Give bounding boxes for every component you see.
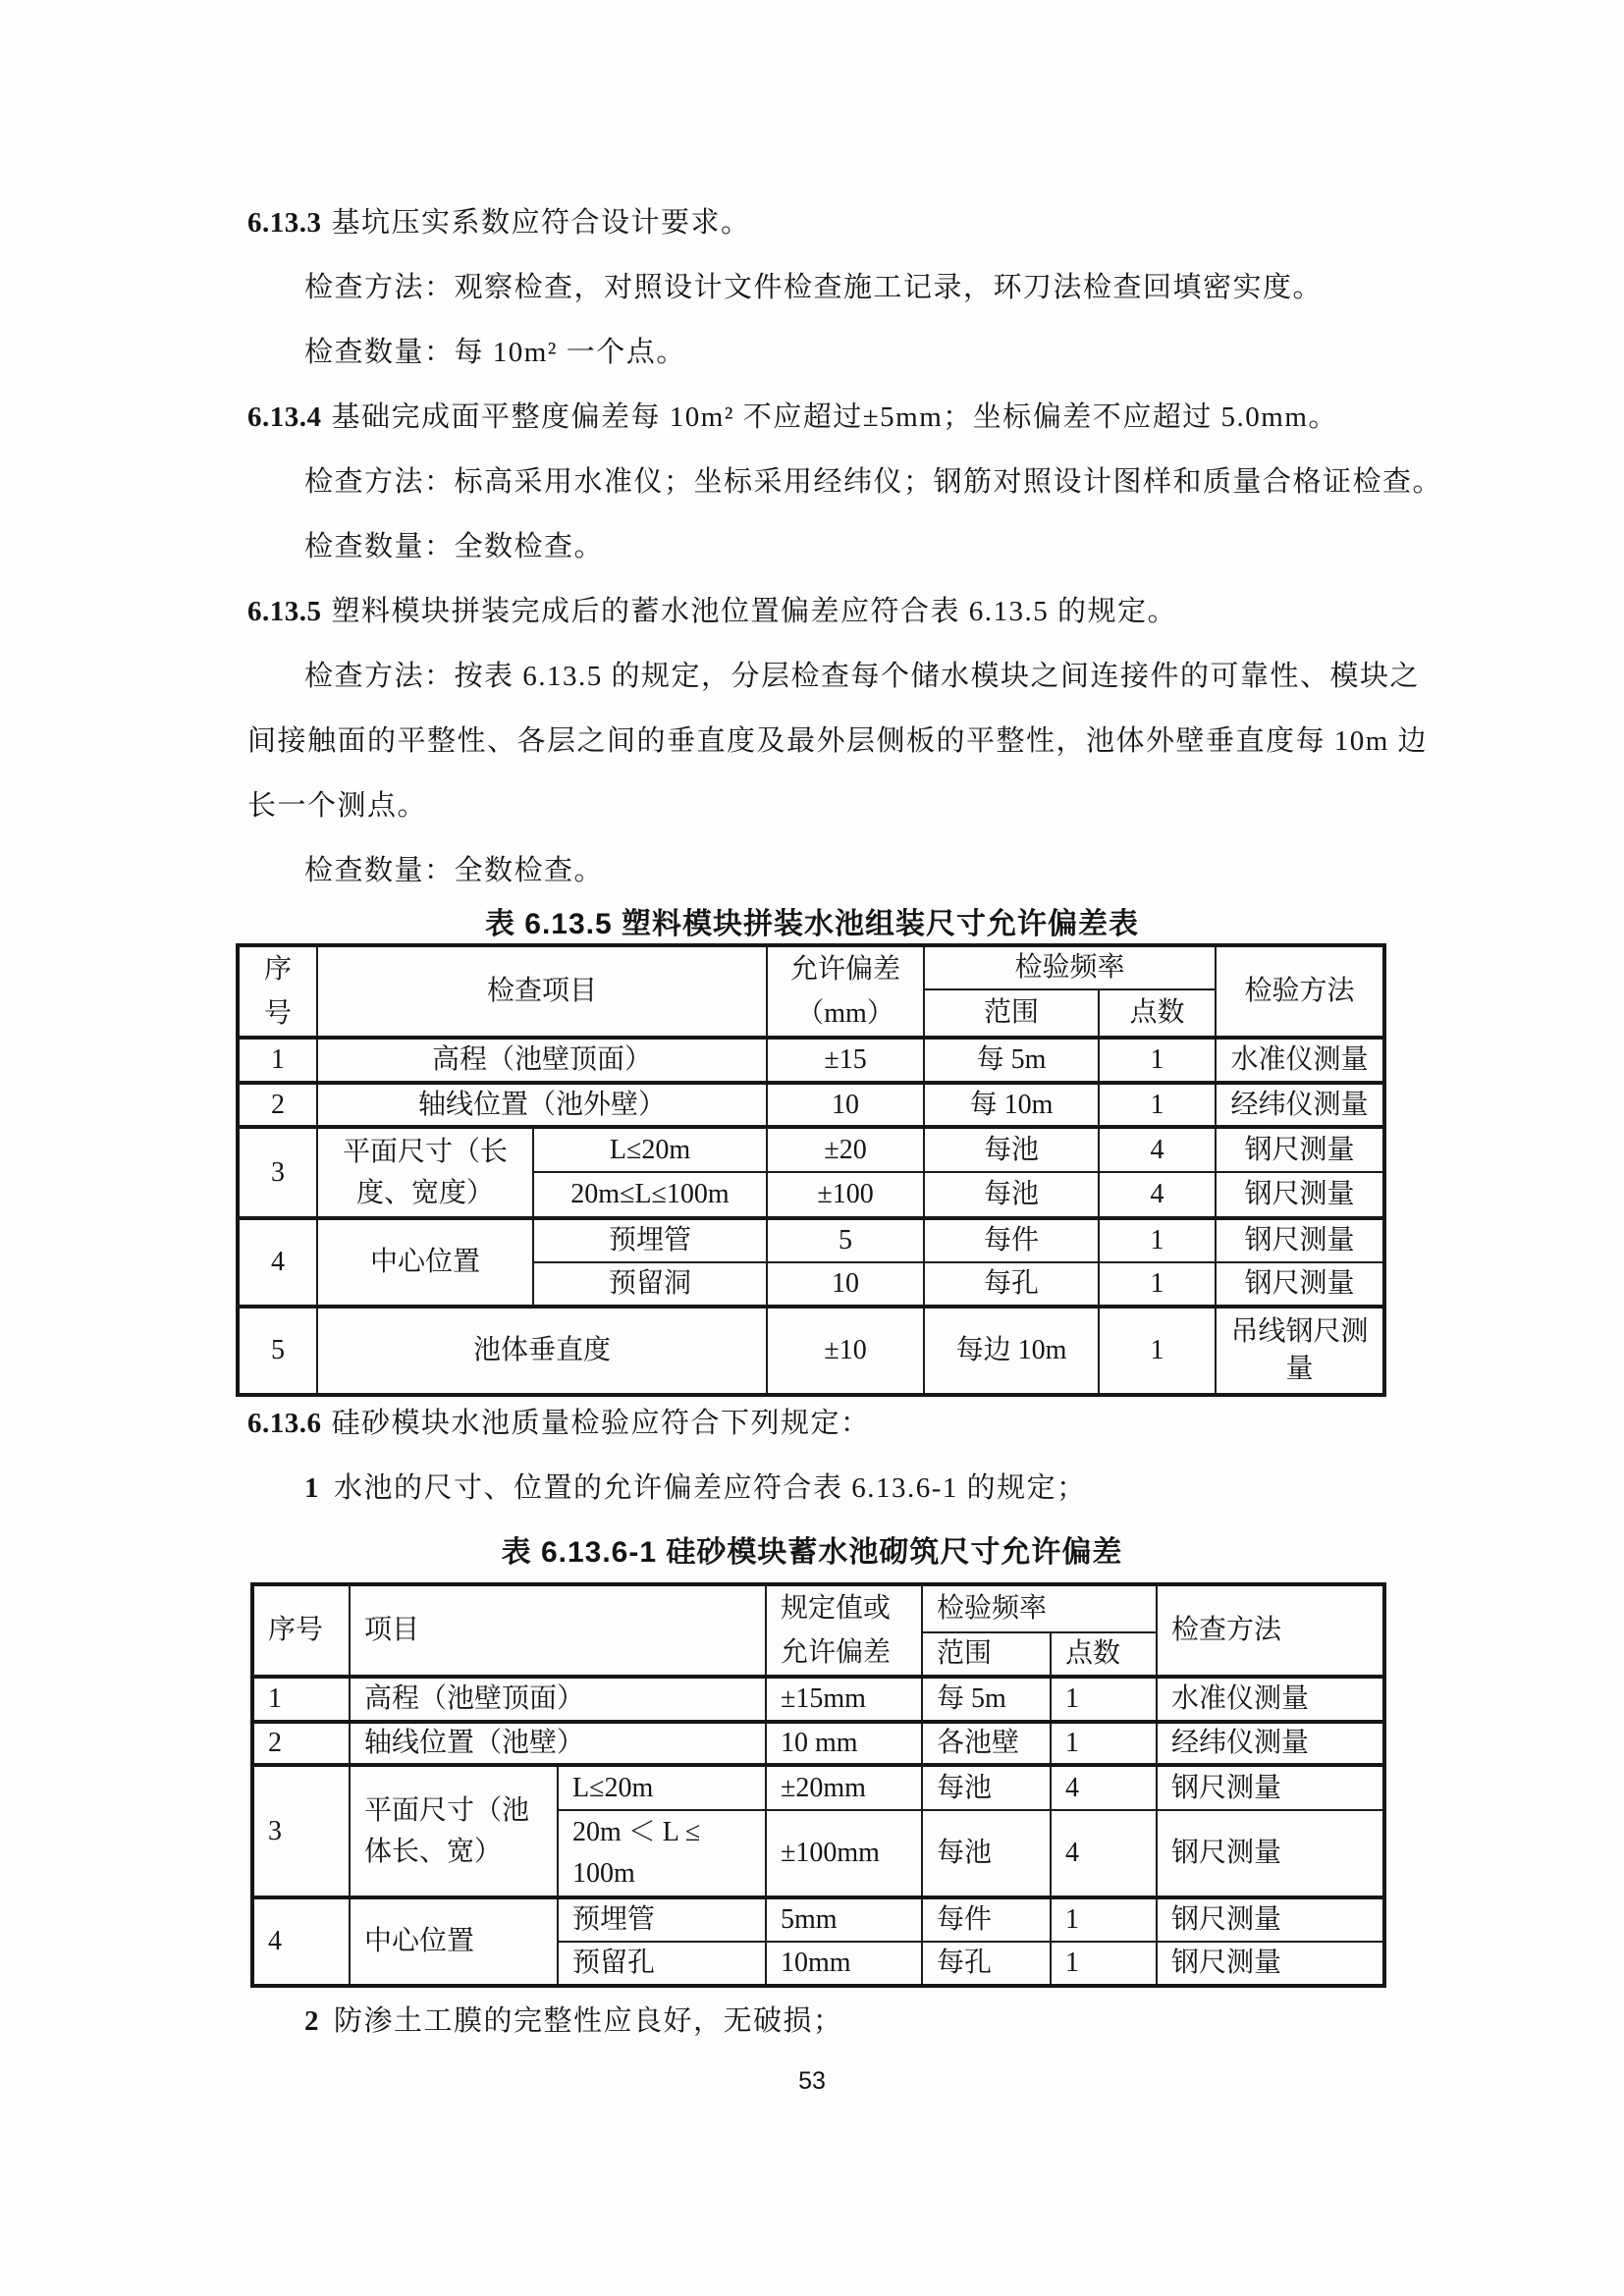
header-range: 范围 [924,989,1099,1038]
section-heading-6-13-3 [247,190,1386,255]
header-frequency: 检验频率 [922,1584,1157,1632]
paragraph-check-quantity: 检查数量：全数检查。 [304,531,605,562]
cell-points: 1 [1051,1897,1157,1942]
header-method: 检验方法 [1216,945,1384,1038]
cell-range: 每孔 [922,1942,1051,1986]
cell-seq: 2 [238,1083,317,1127]
section-number: 6.13.5 [247,596,322,627]
cell-seq: 5 [238,1307,317,1395]
cell-deviation: 10 mm [766,1722,922,1765]
header-points: 点数 [1051,1632,1157,1677]
section-heading-text: 塑料模块拼装完成后的蓄水池位置偏差应符合表 6.13.5 的规定。 [331,596,1178,627]
table1-title: 表 6.13.5 塑料模块拼装水池组装尺寸允许偏差表 [484,908,1140,940]
cell-deviation: ±15mm [766,1677,922,1722]
cell-method: 吊线钢尺测量 [1216,1307,1384,1395]
cell-deviation: ±20 [767,1127,924,1172]
table2-title: 表 6.13.6-1 硅砂模块蓄水池砌筑尺寸允许偏差 [501,1536,1123,1569]
cell-deviation: 10mm [766,1942,922,1986]
cell-subitem: 预留孔 [558,1942,766,1986]
cell-item: 平面尺寸（池 体长、宽） [350,1765,558,1897]
cell-points: 1 [1099,1307,1216,1395]
section-heading-text: 基础完成面平整度偏差每 10m² 不应超过±5mm；坐标偏差不应超过 5.0mm。 [331,401,1338,433]
cell-points: 1 [1099,1083,1216,1127]
cell-range: 每 10m [924,1083,1099,1127]
paragraph-check-quantity: 检查数量：每 10m² 一个点。 [304,337,686,368]
cell-subitem: 20m ＜ L ≤ 100m [558,1810,766,1897]
cell-item: 高程（池壁顶面） [350,1677,766,1722]
header-seq: 序 号 [238,945,317,1038]
cell-item: 中心位置 [317,1218,533,1307]
cell-subitem: L≤20m [558,1765,766,1810]
cell-deviation: 10 [767,1083,924,1127]
cell-method: 钢尺测量 [1157,1765,1384,1810]
table-row [238,1127,1384,1172]
table-header-row [252,1584,1384,1632]
cell-range: 每孔 [924,1262,1099,1307]
section-number: 6.13.4 [247,401,322,433]
page-number: 53 [798,2067,826,2095]
table-row [238,1083,1384,1127]
list-item-number: 1 [304,1472,320,1504]
cell-points: 1 [1099,1262,1216,1307]
cell-subitem: L≤20m [533,1127,767,1172]
cell-range: 各池壁 [922,1722,1051,1765]
cell-range: 每池 [922,1810,1051,1897]
cell-method: 钢尺测量 [1216,1172,1384,1218]
cell-range: 每池 [924,1172,1099,1218]
cell-item: 池体垂直度 [317,1307,767,1395]
list-item-text: 防渗土工膜的完整性应良好，无破损； [334,2005,843,2037]
cell-range: 每池 [924,1127,1099,1172]
cell-points: 1 [1099,1038,1216,1083]
cell-method: 钢尺测量 [1157,1942,1384,1986]
table-row [252,1765,1384,1810]
table-6-13-6-1 [250,1582,1386,1988]
cell-deviation: ±10 [767,1307,924,1395]
cell-subitem: 预留洞 [533,1262,767,1307]
cell-points: 4 [1099,1172,1216,1218]
paragraph-check-quantity: 检查数量：全数检查。 [304,855,605,886]
cell-item: 中心位置 [350,1897,558,1986]
cell-seq: 3 [252,1765,350,1897]
cell-item: 轴线位置（池外壁） [317,1083,767,1127]
list-item-text: 水池的尺寸、位置的允许偏差应符合表 6.13.6-1 的规定； [334,1472,1087,1504]
body-text [247,190,1443,903]
header-item: 项目 [350,1584,766,1677]
header-points: 点数 [1099,989,1216,1038]
table-row [252,1677,1384,1722]
section-heading-6-13-5 [247,579,1386,644]
section-number: 6.13.6 [247,1408,322,1439]
cell-range: 每 5m [924,1038,1099,1083]
header-method: 检查方法 [1157,1584,1384,1677]
section-heading-6-13-4 [247,385,1386,450]
paragraph-check-method-line1: 检查方法：按表 6.13.5 的规定，分层检查每个储水模块之间连接件的可靠性、模块之 [304,661,1421,692]
header-item: 检查项目 [317,945,767,1038]
cell-method: 钢尺测量 [1216,1127,1384,1172]
cell-item: 高程（池壁顶面） [317,1038,767,1083]
cell-deviation: 5mm [766,1897,922,1942]
cell-method: 钢尺测量 [1157,1810,1384,1897]
cell-range: 每件 [922,1897,1051,1942]
table-row [238,1307,1384,1395]
cell-deviation: 5 [767,1218,924,1262]
cell-range: 每件 [924,1218,1099,1262]
cell-deviation: 10 [767,1262,924,1307]
section-number: 6.13.3 [247,207,322,239]
cell-subitem: 预埋管 [533,1218,767,1262]
table-row [238,1038,1384,1083]
paragraph-check-method: 检查方法：标高采用水准仪；坐标采用经纬仪；钢筋对照设计图样和质量合格证检查。 [304,466,1443,498]
list-item-2 [247,1989,1443,2054]
cell-seq: 2 [252,1722,350,1765]
cell-deviation: ±100mm [766,1810,922,1897]
cell-method: 经纬仪测量 [1157,1722,1384,1765]
header-range: 范围 [922,1632,1051,1677]
cell-method: 水准仪测量 [1157,1677,1384,1722]
cell-points: 1 [1099,1218,1216,1262]
table-row [252,1897,1384,1942]
cell-points: 1 [1051,1942,1157,1986]
cell-seq: 3 [238,1127,317,1218]
header-deviation: 规定值或 允许偏差 [766,1584,922,1677]
header-frequency: 检验频率 [924,945,1216,989]
cell-points: 4 [1099,1127,1216,1172]
cell-range: 每池 [922,1765,1051,1810]
cell-range: 每 5m [922,1677,1051,1722]
list-item-number: 2 [304,2005,320,2037]
cell-method: 钢尺测量 [1157,1897,1384,1942]
cell-method: 经纬仪测量 [1216,1083,1384,1127]
cell-method: 钢尺测量 [1216,1218,1384,1262]
cell-method: 钢尺测量 [1216,1262,1384,1307]
cell-subitem: 20m≤L≤100m [533,1172,767,1218]
section-heading-6-13-6 [247,1391,1386,1456]
cell-deviation: ±100 [767,1172,924,1218]
cell-subitem: 预埋管 [558,1897,766,1942]
cell-item: 轴线位置（池壁） [350,1722,766,1765]
paragraph-check-method-line2: 间接触面的平整性、各层之间的垂直度及最外层侧板的平整性，池体外壁垂直度每 10m 边 [247,725,1429,757]
table-header-row [238,945,1384,989]
cell-item: 平面尺寸（长 度、宽度） [317,1127,533,1218]
table-row [252,1722,1384,1765]
table-6-13-5 [236,943,1386,1397]
header-seq: 序号 [252,1584,350,1677]
list-item-1 [247,1456,1443,1521]
cell-seq: 1 [238,1038,317,1083]
cell-deviation: ±20mm [766,1765,922,1810]
cell-method: 水准仪测量 [1216,1038,1384,1083]
cell-points: 4 [1051,1810,1157,1897]
section-heading-text: 基坑压实系数应符合设计要求。 [331,207,751,239]
cell-range: 每边 10m [924,1307,1099,1395]
cell-seq: 4 [252,1897,350,1986]
cell-seq: 4 [238,1218,317,1307]
cell-deviation: ±15 [767,1038,924,1083]
cell-seq: 1 [252,1677,350,1722]
cell-points: 1 [1051,1722,1157,1765]
paragraph-check-method-line3: 长一个测点。 [247,790,428,822]
cell-points: 4 [1051,1765,1157,1810]
cell-points: 1 [1051,1677,1157,1722]
table-row [238,1218,1384,1262]
header-deviation: 允许偏差 （mm） [767,945,924,1038]
section-heading-text: 硅砂模块水池质量检验应符合下列规定： [331,1408,871,1439]
paragraph-check-method: 检查方法：观察检查，对照设计文件检查施工记录，环刀法检查回填密实度。 [304,272,1324,303]
